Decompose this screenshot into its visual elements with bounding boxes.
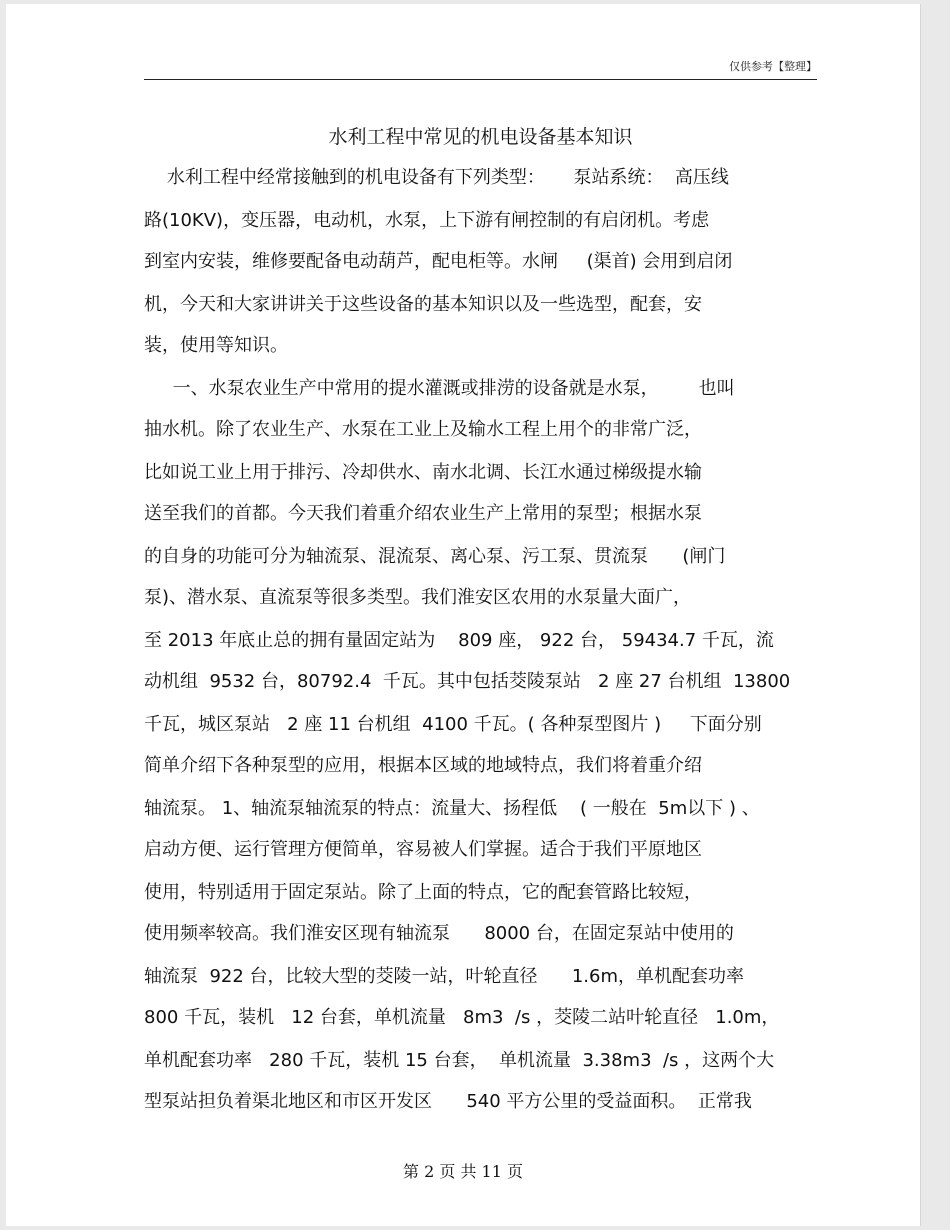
body-line: 型泵站担负着渠北地区和市区开发区 540 平方公里的受益面积。 正常我 <box>144 1091 752 1112</box>
body-line: 轴流泵。 1、轴流泵轴流泵的特点：流量大、扬程低 ( 一般在 5m以下 ) 、 <box>144 798 760 819</box>
body-line: 水利工程中经常接触到的机电设备有下列类型： 泵站系统： 高压线 <box>144 167 729 188</box>
body-line: 至 2013 年底止总的拥有量固定站为 809 座， 922 台， 59434.7 千瓦，流 <box>144 630 774 651</box>
body-line: 800 千瓦，装机 12 台套，单机流量 8m3 /s ，茭陵二站叶轮直径 1.0m， <box>144 1007 780 1028</box>
body-line: 装，使用等知识。 <box>144 335 288 356</box>
body-line: 轴流泵 922 台，比较大型的茭陵一站，叶轮直径 1.6m，单机配套功率 <box>144 966 745 987</box>
body-line: 简单介绍下各种泵型的应用，根据本区域的地域特点，我们将着重介绍 <box>144 755 702 776</box>
page-footer: 第 2 页 共 11 页 <box>403 1162 523 1181</box>
body-line: 路(10KV)，变压器，电动机，水泵，上下游有闸控制的有启闭机。考虑 <box>144 210 710 231</box>
header-rule <box>144 79 817 80</box>
body-line: 千瓦，城区泵站 2 座 11 台机组 4100 千瓦。( 各种泵型图片 ) 下面分别 <box>144 714 762 735</box>
body-line: 抽水机。除了农业生产、水泵在工业上及输水工程上用个的非常广泛， <box>144 419 702 440</box>
body-line: 单机配套功率 280 千瓦，装机 15 台套， 单机流量 3.38m3 /s ，这两个大 <box>144 1050 775 1071</box>
body-line: 机，今天和大家讲讲关于这些设备的基本知识以及一些选型，配套，安 <box>144 294 702 315</box>
document-page <box>6 4 921 1226</box>
body-line: 动机组 9532 台，80792.4 千瓦。其中包括茭陵泵站 2 座 27 台机组 13800 <box>144 671 791 692</box>
page-header: 仅供参考【整理】 <box>729 60 817 73</box>
body-line: 到室内安装，维修要配备电动葫芦，配电柜等。水闸 (渠首) 会用到启闭 <box>144 251 733 272</box>
body-line: 使用频率较高。我们淮安区现有轴流泵 8000 台，在固定泵站中使用的 <box>144 923 734 944</box>
document-title: 水利工程中常见的机电设备基本知识 <box>328 126 633 148</box>
body-line: 启动方便、运行管理方便简单，容易被人们掌握。适合于我们平原地区 <box>144 839 702 860</box>
body-line: 使用，特别适用于固定泵站。除了上面的特点，它的配套管路比较短， <box>144 882 702 903</box>
body-line: 的自身的功能可分为轴流泵、混流泵、离心泵、污工泵、贯流泵 (闸门 <box>144 546 726 567</box>
body-line: 泵)、潜水泵、直流泵等很多类型。我们淮安区农用的水泵量大面广， <box>144 587 692 608</box>
body-line: 送至我们的首都。今天我们着重介绍农业生产上常用的泵型；根据水泵 <box>144 503 702 524</box>
body-line: 一、水泵农业生产中常用的提水灌溉或排涝的设备就是水泵， 也叫 <box>144 378 735 399</box>
body-line: 比如说工业上用于排污、冷却供水、南水北调、长江水通过梯级提水输 <box>144 462 702 483</box>
